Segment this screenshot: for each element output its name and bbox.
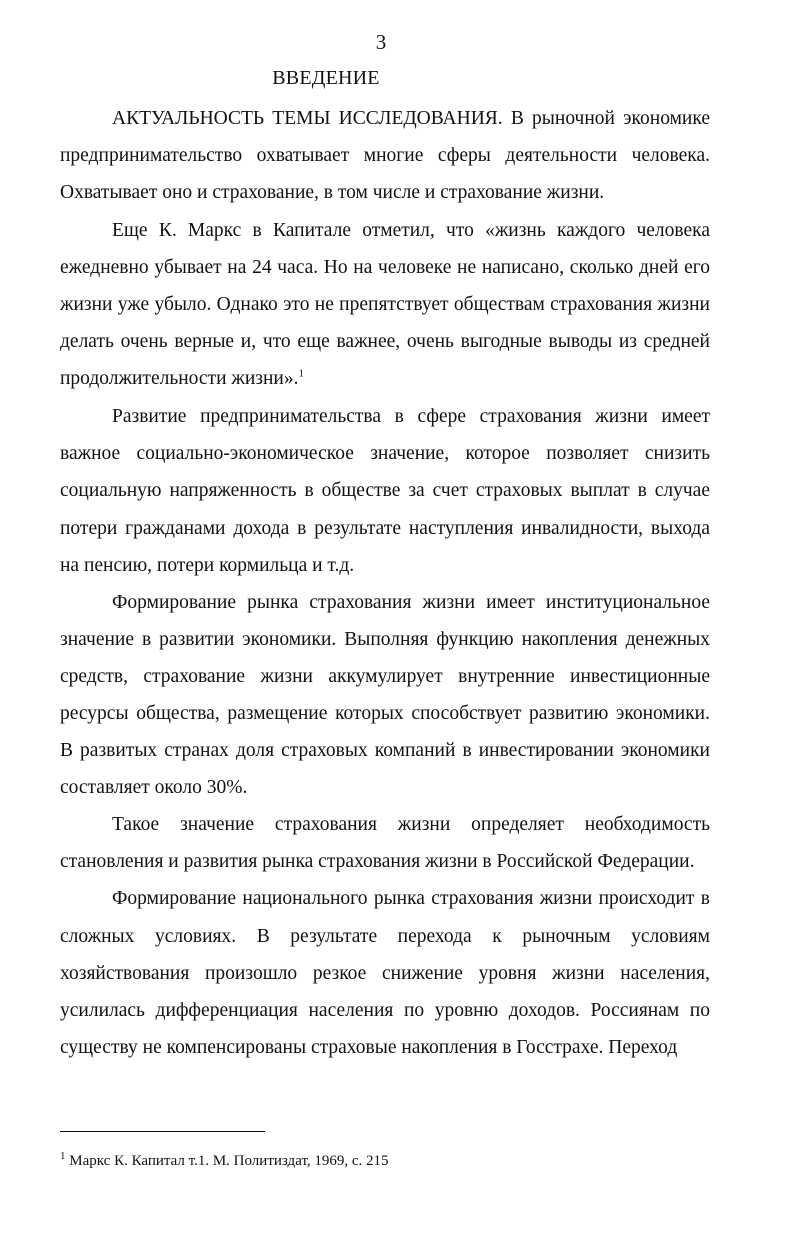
footnote-separator: [60, 1131, 265, 1132]
paragraph-6: [60, 880, 710, 1065]
paragraph-3-text: Развитие предпринимательства в сфере страхования жизни имеет важное социально-экономическое значение, которое позволяет снизить социальную напряженность в обществе за счет страховых выплат в случае потери гражданами дохода в результате наступления инвалидности, выхода на пенсию, потери кормильца и т.д.: [60, 406, 710, 576]
paragraph-4: [60, 584, 710, 807]
paragraph-4-text: Формирование рынка страхования жизни имеет институциональное значение в развитии экономики. Выполняя функцию накопления денежных средств, страхование жизни аккумулирует внутренние инвестиционные ресурсы общества, размещение которых способствует развитию экономики. В развитых странах доля страховых компаний в инвестировании экономики составляет около 30%.: [60, 591, 710, 799]
footnote-reference[interactable]: 1: [298, 367, 304, 380]
paragraph-2-text: Еще К. Маркс в Капитале отметил, что «жизнь каждого человека ежедневно убывает на 24 часа. Но на человеке не написано, сколько дней его жизни уже убыло. Однако это не препятствует обществам страхования жизни делать очень верные и, что еще важнее, очень выгодные выводы из средней продолжительности жизни».: [60, 219, 710, 390]
paragraph-2: [60, 212, 710, 397]
paragraph-5-text: Такое значение страхования жизни определяет необходимость становления и развития рынка страхования жизни в Российской Федерации.: [60, 814, 710, 873]
paragraph-3: [60, 398, 710, 583]
footnote-number: 1: [60, 1150, 66, 1162]
page-number: 3: [375, 30, 387, 54]
body-text: [60, 100, 710, 1066]
paragraph-1: [60, 100, 710, 211]
paragraph-6-text: Формирование национального рынка страхования жизни происходит в сложных условиях. В результате перехода к рыночным условиям хозяйствования произошло резкое снижение уровня жизни населения, усилилась дифференциация населения по уровню доходов. Россиянам по существу не компенсированы страховые накопления в Госстрахе. Переход: [60, 888, 710, 1058]
paragraph-1-lead: АКТУАЛЬНОСТЬ ТЕМЫ ИССЛЕДОВАНИЯ.: [112, 108, 503, 129]
footnote-text: Маркс К. Капитал т.1. М. Политиздат, 1969, с. 215: [69, 1153, 389, 1169]
paragraph-5: [60, 806, 710, 880]
section-heading: ВВЕДЕНИЕ: [272, 67, 380, 89]
footnote: [60, 1151, 710, 1171]
paragraph-1-text: В рыночной экономике предпринимательство охватывает многие сферы деятельности человека. Охватывает оно и страхование, в том числе и страхование жизни.: [60, 108, 710, 204]
